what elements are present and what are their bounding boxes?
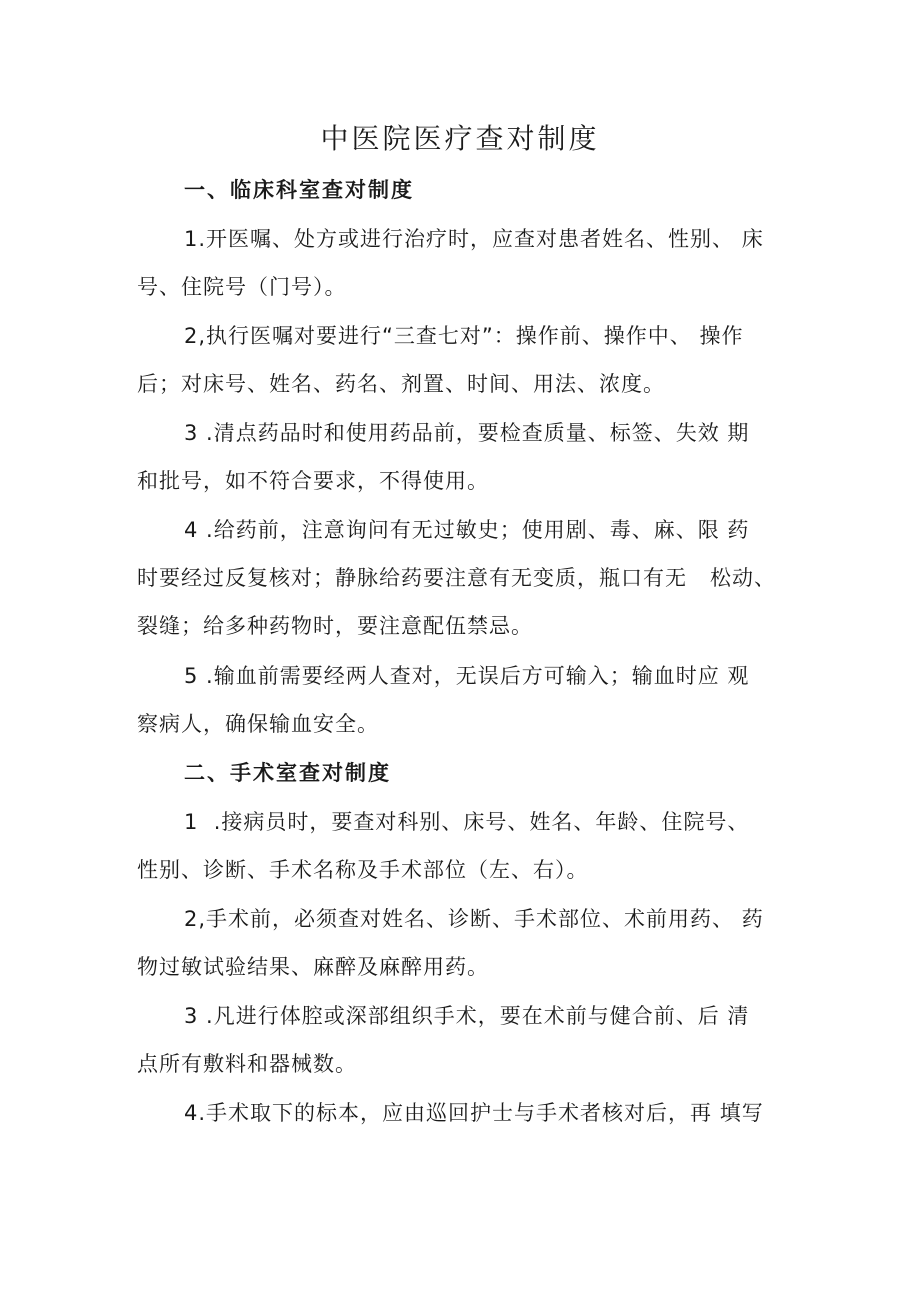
paragraph-line: 1.开医嘱、处方或进行治疗时，应查对患者姓名、性别、 床 [184, 227, 764, 251]
paragraph-line: 1 .接病员时，要查对科别、床号、姓名、年龄、住院号、 [184, 810, 750, 834]
paragraph-line: 后；对床号、姓名、药名、剂置、时间、用法、浓度。 [137, 372, 665, 396]
paragraph-line: 时要经过反复核对；静脉给药要注意有无变质，瓶口有无 松动、 [137, 566, 777, 590]
paragraph-line: 2,执行医嘱对要进行“三查七对”：操作前、操作中、 操作 [184, 324, 744, 348]
paragraph-line: 4 .给药前，注意询问有无过敏史；使用剧、毒、麻、限 药 [184, 518, 750, 542]
paragraph-line: 性别、诊断、手术名称及手术部位（左、右）。 [137, 858, 589, 882]
document-title: 中医院医疗查对制度 [320, 122, 600, 155]
paragraph-line: 察病人，确保输血安全。 [137, 712, 379, 736]
section-heading-operating-room: 二、手术室查对制度 [184, 761, 391, 785]
paragraph-line: 裂缝；给多种药物时，要注意配伍禁忌。 [137, 614, 533, 638]
paragraph-line: 4.手术取下的标本，应由巡回护士与手术者核对后，再 填写 [184, 1101, 764, 1125]
paragraph-line: 号、住院号（门号）。 [137, 275, 347, 299]
section-heading-clinical: 一、临床科室查对制度 [184, 178, 414, 202]
paragraph-line: 和批号，如不符合要求，不得使用。 [137, 469, 489, 493]
paragraph-line: 2,手术前，必须查对姓名、诊断、手术部位、术前用药、 药 [184, 907, 764, 931]
paragraph-line: 3 .清点药品时和使用药品前，要检查质量、标签、失效 期 [184, 421, 750, 445]
paragraph-line: 物过敏试验结果、麻醉及麻醉用药。 [137, 955, 489, 979]
paragraph-line: 5 .输血前需要经两人查对，无误后方可输入；输血时应 观 [184, 664, 750, 688]
paragraph-line: 点所有敷料和器械数。 [137, 1052, 357, 1076]
paragraph-line: 3 .凡进行体腔或深部组织手术，要在术前与健合前、后 清 [184, 1004, 750, 1028]
